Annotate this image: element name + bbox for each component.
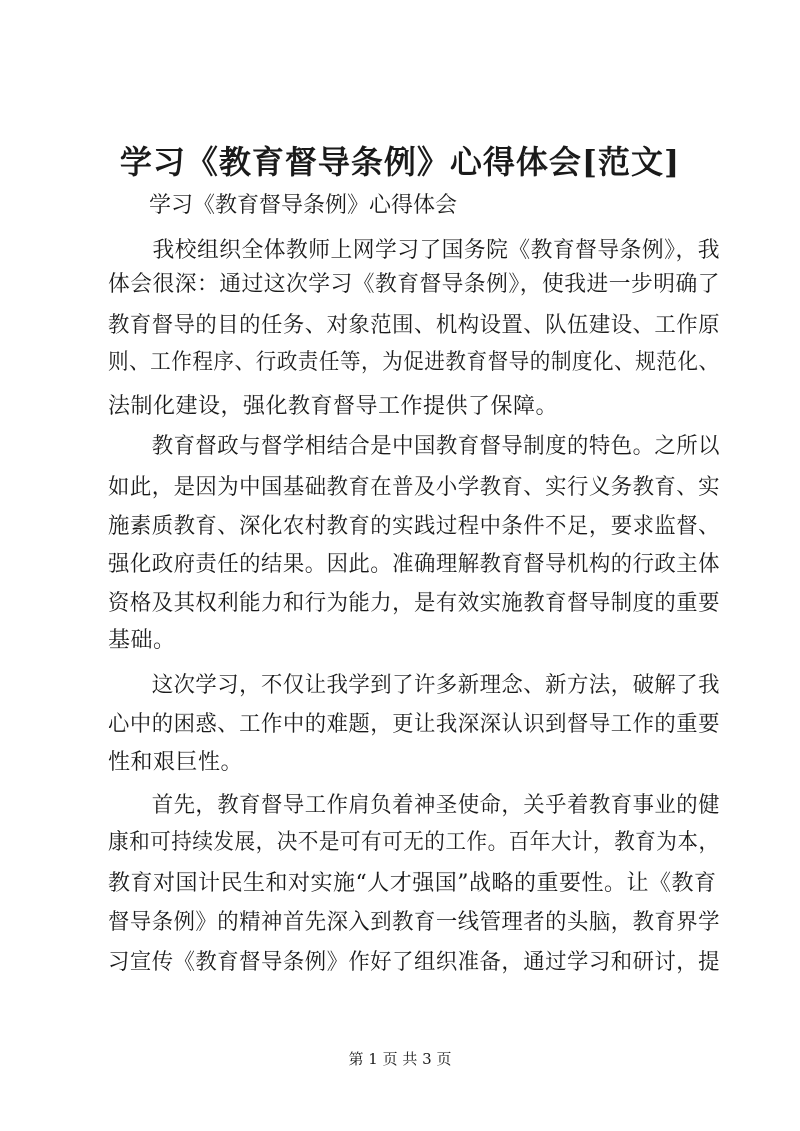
body-line: 心中的困惑、工作中的难题，更让我深深认识到督导工作的重要 (108, 712, 721, 737)
body-line: 我校组织全体教师上网学习了国务院《教育督导条例》，我 (108, 238, 721, 263)
document-subtitle: 学习《教育督导条例》心得体会 (149, 193, 458, 218)
body-line: 习宣传《教育督导条例》作好了组织准备，通过学习和研讨，提 (108, 950, 721, 975)
body-line: 施素质教育、深化农村教育的实践过程中条件不足，要求监督、 (108, 514, 721, 539)
body-line: 资格及其权利能力和行为能力，是有效实施教育督导制度的重要 (108, 591, 721, 616)
body-line: 体会很深：通过这次学习《教育督导条例》，使我进一步明确了 (108, 272, 721, 297)
body-line: 首先，教育督导工作肩负着神圣使命，关乎着教育事业的健 (108, 793, 721, 818)
body-line: 基础。 (108, 628, 176, 653)
body-line: 康和可持续发展，决不是可有可无的工作。百年大计，教育为本， (108, 830, 720, 855)
body-line: 这次学习，不仅让我学到了许多新理念、新方法，破解了我 (108, 673, 721, 698)
body-line: 教育督政与督学相结合是中国教育督导制度的特色。之所以 (108, 434, 721, 459)
body-line: 强化政府责任的结果。因此。准确理解教育督导机构的行政主体 (108, 552, 721, 577)
body-line: 则、工作程序、行政责任等，为促进教育督导的制度化、规范化、 (108, 350, 720, 375)
body-line: 法制化建设，强化教育督导工作提供了保障。 (108, 394, 559, 419)
body-line: 督导条例》的精神首先深入到教育一线管理者的头脑，教育界学 (108, 910, 721, 935)
body-line: 性和艰巨性。 (108, 750, 244, 775)
body-line: 如此，是因为中国基础教育在普及小学教育、实行义务教育、实 (108, 475, 721, 500)
body-line: 教育督导的目的任务、对象范围、机构设置、队伍建设、工作原 (108, 313, 721, 338)
document-title: 学习《教育督导条例》心得体会[范文] (119, 143, 681, 181)
page-footer: 第 1 页 共 3 页 (348, 1050, 452, 1068)
body-line: 教育对国计民生和对实施“人才强国”战略的重要性。让《教育 (108, 871, 717, 896)
